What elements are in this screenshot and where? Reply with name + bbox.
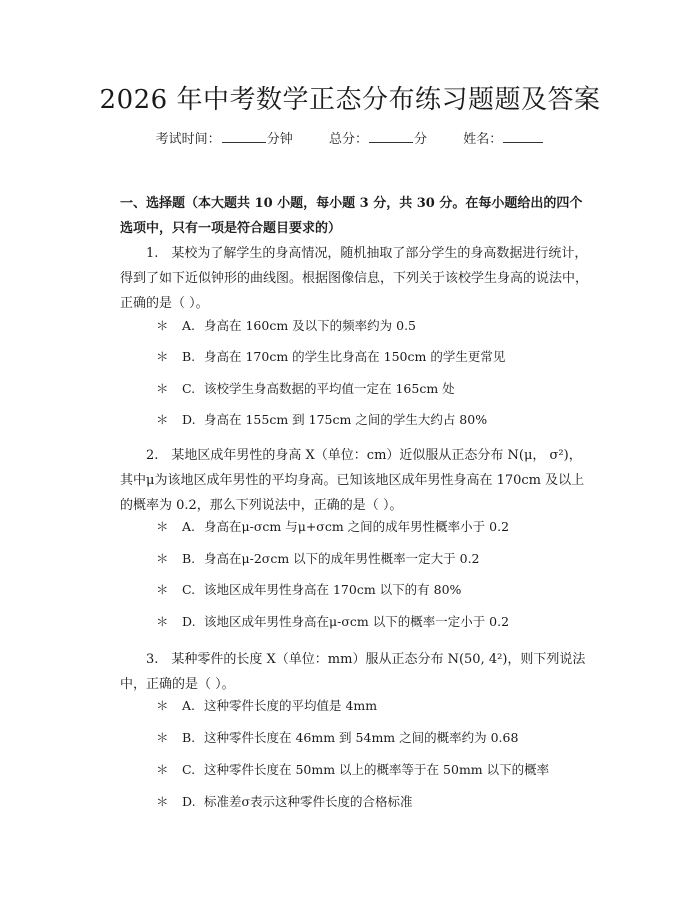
exam-meta-line	[0, 130, 700, 150]
option-key: C.	[182, 762, 196, 777]
option-text: 这种零件长度在 50mm 以上的概率等于在 50mm 以下的概率	[204, 762, 550, 777]
option-key: C.	[182, 582, 196, 597]
option-text: 该校学生身高数据的平均值一定在 165cm 处	[204, 381, 455, 396]
bullet-icon: ＊	[156, 412, 169, 427]
option-key: A.	[182, 698, 196, 713]
bullet-icon: ＊	[156, 381, 169, 396]
time-label: 考试时间：	[155, 132, 221, 147]
name-label: 姓名：	[463, 132, 503, 147]
score-blank	[369, 130, 413, 143]
question-3-option-b	[156, 728, 596, 748]
bullet-icon: ＊	[156, 349, 169, 364]
option-key: B.	[182, 349, 196, 364]
bullet-icon: ＊	[156, 551, 169, 566]
option-text: 身高在μ-2σcm 以下的成年男性概率一定大于 0.2	[204, 551, 480, 566]
option-key: A.	[182, 318, 196, 333]
option-text: 该地区成年男性身高在μ-σcm 以下的概率一定小于 0.2	[204, 614, 510, 629]
time-blank	[222, 130, 266, 143]
option-text: 身高在 170cm 的学生比身高在 150cm 的学生更常见	[204, 349, 506, 364]
bullet-icon: ＊	[156, 519, 169, 534]
option-key: A.	[182, 519, 196, 534]
question-2-option-b	[156, 549, 596, 569]
time-unit: 分钟	[266, 132, 293, 147]
question-2-option-c	[156, 580, 596, 600]
question-1-option-a	[156, 316, 596, 336]
option-text: 标准差σ表示这种零件长度的合格标准	[204, 794, 413, 809]
score-label: 总分：	[328, 132, 368, 147]
bullet-icon: ＊	[156, 794, 169, 809]
option-key: B.	[182, 730, 196, 745]
option-text: 这种零件长度在 46mm 到 54mm 之间的概率约为 0.68	[204, 730, 519, 745]
option-key: D.	[182, 614, 196, 629]
bullet-icon: ＊	[156, 318, 169, 333]
option-text: 该地区成年男性身高在 170cm 以下的有 80%	[204, 582, 462, 597]
option-text: 身高在 160cm 及以下的频率约为 0.5	[204, 318, 417, 333]
question-1-text: 1. 某校为了解学生的身高情况，随机抽取了部分学生的身高数据进行统计，得到了如下近似钟形的曲线图。根据图像信息，下列关于该校学生身高的说法中，正确的是（ ）。	[120, 246, 589, 311]
question-3-option-d	[156, 792, 596, 812]
question-1-option-d	[156, 410, 596, 430]
option-text: 这种零件长度的平均值是 4mm	[204, 698, 378, 713]
option-key: B.	[182, 551, 196, 566]
score-unit: 分	[414, 132, 428, 147]
bullet-icon: ＊	[156, 762, 169, 777]
question-2-text: 2. 某地区成年男性的身高 X（单位：cm）近似服从正态分布 N(μ， σ²)，其中μ为该地区成年男性的平均身高。已知该地区成年男性身高在 170cm 及以上的概率为 0.2，那么下列说法中，正确的是（ ）。	[120, 448, 585, 513]
option-key: D.	[182, 794, 196, 809]
bullet-icon: ＊	[156, 614, 169, 629]
question-1-option-c	[156, 379, 596, 399]
bullet-icon: ＊	[156, 730, 169, 745]
bullet-icon: ＊	[156, 698, 169, 713]
question-2-option-a	[156, 517, 596, 537]
bullet-icon: ＊	[156, 582, 169, 597]
question-2-option-d	[156, 612, 596, 632]
name-blank	[503, 130, 543, 143]
option-text: 身高在μ-σcm 与μ+σcm 之间的成年男性概率小于 0.2	[204, 519, 510, 534]
question-3-option-a	[156, 696, 596, 716]
document-title: 2026 年中考数学正态分布练习题题及答案	[99, 85, 601, 115]
option-text: 身高在 155cm 到 175cm 之间的学生大约占 80%	[204, 412, 488, 427]
question-3-text: 3. 某种零件的长度 X（单位：mm）服从正态分布 N(50, 4²)，则下列说法中，正确的是（ ）。	[120, 652, 586, 692]
question-3-option-c	[156, 760, 596, 780]
section-heading: 一、选择题（本大题共 10 小题，每小题 3 分，共 30 分。在每小题给出的四个选项中，只有一项是符合题目要求的）	[120, 196, 583, 236]
option-key: C.	[182, 381, 196, 396]
option-key: D.	[182, 412, 196, 427]
question-1-option-b	[156, 347, 596, 367]
